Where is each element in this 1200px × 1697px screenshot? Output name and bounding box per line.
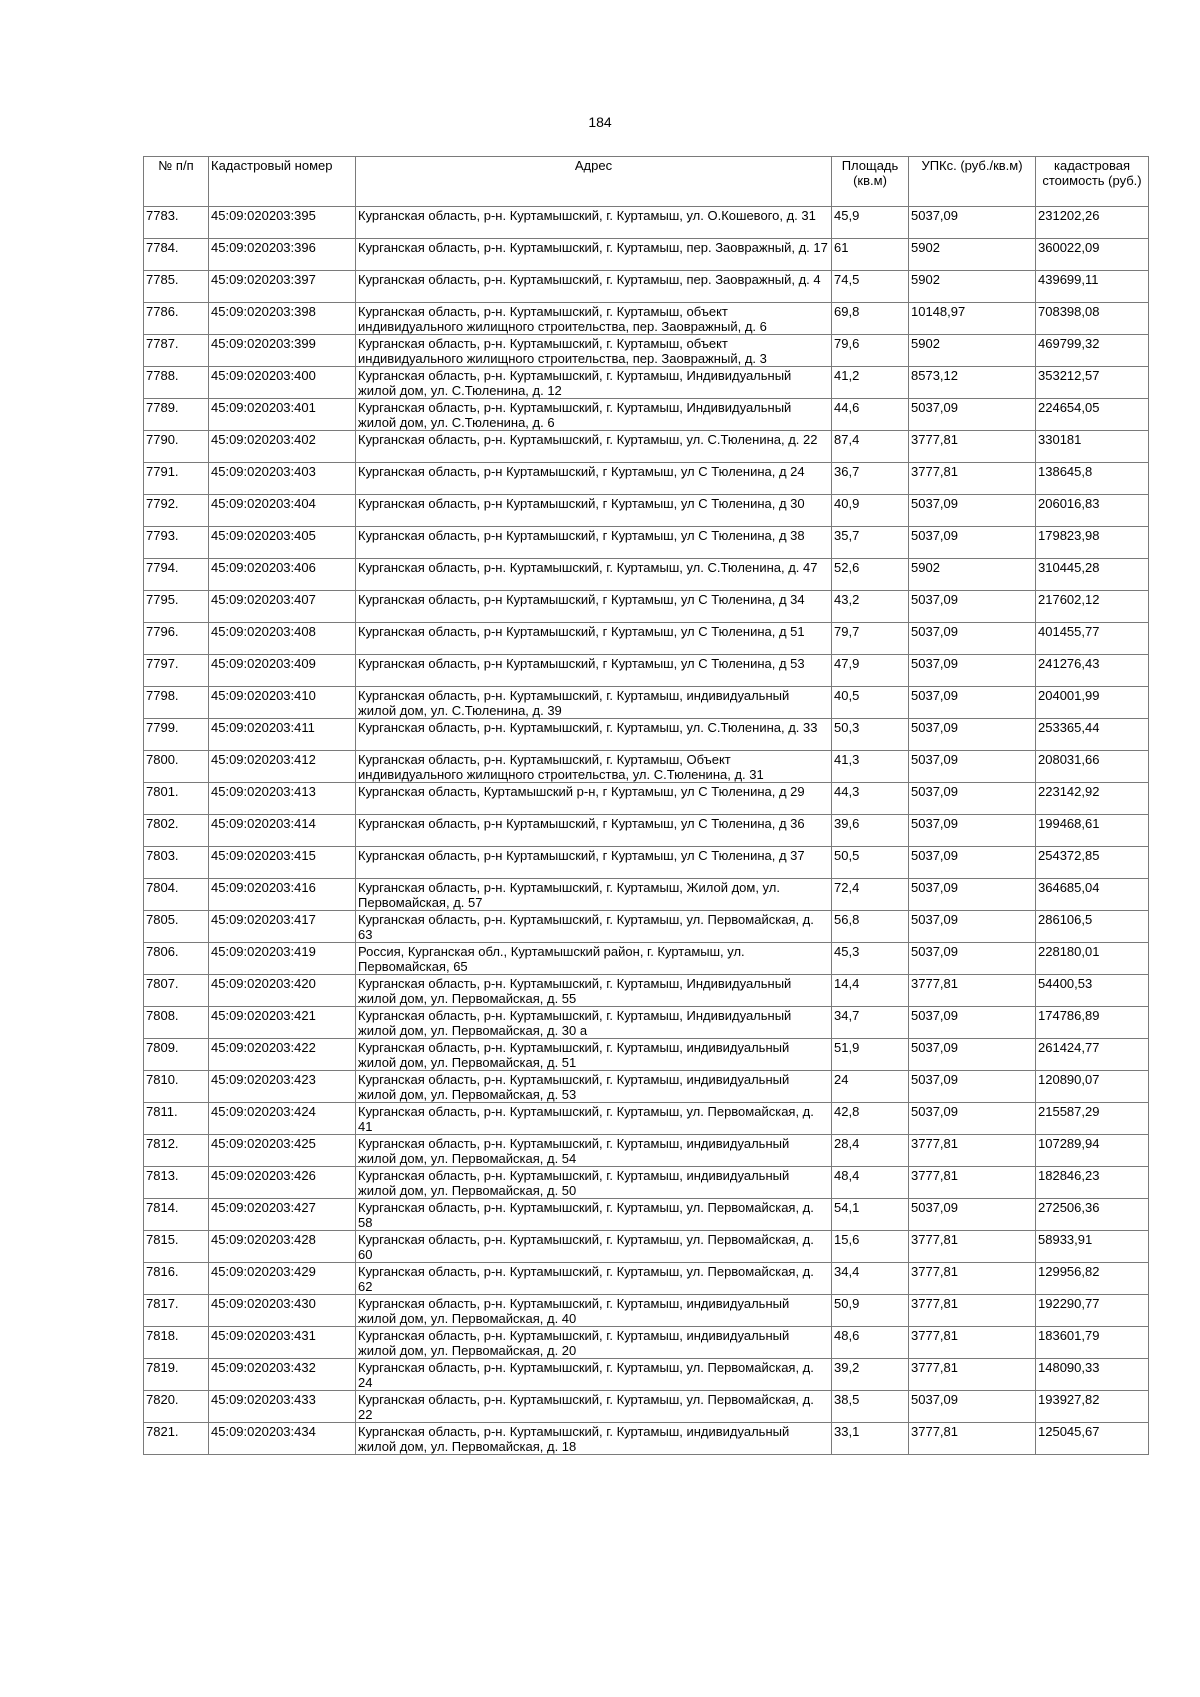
cell-upks: 8573,12 xyxy=(909,367,1036,399)
cell-upks: 5037,09 xyxy=(909,399,1036,431)
cell-upks: 5037,09 xyxy=(909,495,1036,527)
cell-cadastral-value: 193927,82 xyxy=(1036,1391,1149,1423)
cell-cadastral-value: 182846,23 xyxy=(1036,1167,1149,1199)
cell-area: 74,5 xyxy=(832,271,909,303)
cell-number: 7793. xyxy=(144,527,209,559)
cell-number: 7801. xyxy=(144,783,209,815)
cell-address: Курганская область, р-н. Куртамышский, г. Куртамыш, ул. Первомайская, д. 22 xyxy=(356,1391,832,1423)
cadastral-table xyxy=(143,156,1149,1455)
cell-upks: 3777,81 xyxy=(909,1359,1036,1391)
cell-upks: 3777,81 xyxy=(909,1423,1036,1455)
cell-cadastral-number: 45:09:020203:417 xyxy=(209,911,356,943)
cell-area: 40,9 xyxy=(832,495,909,527)
cell-cadastral-number: 45:09:020203:426 xyxy=(209,1167,356,1199)
cell-upks: 5037,09 xyxy=(909,591,1036,623)
cell-cadastral-number: 45:09:020203:406 xyxy=(209,559,356,591)
table-header-row xyxy=(144,157,1149,207)
table-row xyxy=(144,1167,1149,1199)
cell-cadastral-number: 45:09:020203:432 xyxy=(209,1359,356,1391)
cell-cadastral-value: 192290,77 xyxy=(1036,1295,1149,1327)
cell-cadastral-value: 261424,77 xyxy=(1036,1039,1149,1071)
table-row xyxy=(144,783,1149,815)
cell-area: 45,3 xyxy=(832,943,909,975)
cell-upks: 5037,09 xyxy=(909,879,1036,911)
cell-number: 7805. xyxy=(144,911,209,943)
cell-number: 7817. xyxy=(144,1295,209,1327)
cell-address: Курганская область, р-н. Куртамышский, г. Куртамыш, ул. О.Кошевого, д. 31 xyxy=(356,207,832,239)
cell-address: Курганская область, р-н Куртамышский, г Куртамыш, ул С Тюленина, д 37 xyxy=(356,847,832,879)
cell-upks: 5037,09 xyxy=(909,911,1036,943)
cell-upks: 3777,81 xyxy=(909,463,1036,495)
cell-upks: 5037,09 xyxy=(909,1391,1036,1423)
table-row xyxy=(144,1039,1149,1071)
table-row xyxy=(144,1103,1149,1135)
cell-cadastral-number: 45:09:020203:410 xyxy=(209,687,356,719)
cell-cadastral-value: 125045,67 xyxy=(1036,1423,1149,1455)
cell-cadastral-number: 45:09:020203:428 xyxy=(209,1231,356,1263)
cell-cadastral-number: 45:09:020203:424 xyxy=(209,1103,356,1135)
table-row xyxy=(144,879,1149,911)
cell-upks: 3777,81 xyxy=(909,1135,1036,1167)
cell-number: 7815. xyxy=(144,1231,209,1263)
cell-upks: 5902 xyxy=(909,271,1036,303)
table-row xyxy=(144,1263,1149,1295)
cell-cadastral-value: 138645,8 xyxy=(1036,463,1149,495)
cell-address: Курганская область, р-н. Куртамышский, г. Куртамыш, ул. Первомайская, д. 58 xyxy=(356,1199,832,1231)
cell-address: Курганская область, р-н. Куртамышский, г. Куртамыш, индивидуальный жилой дом, ул. Первомайская, д. 50 xyxy=(356,1167,832,1199)
table-row xyxy=(144,815,1149,847)
cell-cadastral-number: 45:09:020203:397 xyxy=(209,271,356,303)
cell-area: 54,1 xyxy=(832,1199,909,1231)
cell-upks: 5037,09 xyxy=(909,751,1036,783)
table-row xyxy=(144,1199,1149,1231)
cell-address: Курганская область, р-н. Куртамышский, г. Куртамыш, ул. Первомайская, д. 60 xyxy=(356,1231,832,1263)
cell-cadastral-value: 206016,83 xyxy=(1036,495,1149,527)
table-row xyxy=(144,239,1149,271)
cell-cadastral-number: 45:09:020203:420 xyxy=(209,975,356,1007)
cell-address: Курганская область, р-н. Куртамышский, г. Куртамыш, ул. Первомайская, д. 24 xyxy=(356,1359,832,1391)
cell-address: Курганская область, р-н. Куртамышский, г. Куртамыш, ул. С.Тюленина, д. 33 xyxy=(356,719,832,751)
cell-address: Курганская область, р-н. Куртамышский, г. Куртамыш, Индивидуальный жилой дом, ул. С.Тюленина, д. 12 xyxy=(356,367,832,399)
cell-cadastral-value: 253365,44 xyxy=(1036,719,1149,751)
table-row xyxy=(144,719,1149,751)
cell-number: 7812. xyxy=(144,1135,209,1167)
cell-address: Курганская область, р-н. Куртамышский, г. Куртамыш, индивидуальный жилой дом, ул. Первомайская, д. 18 xyxy=(356,1423,832,1455)
table-row xyxy=(144,1327,1149,1359)
cell-area: 52,6 xyxy=(832,559,909,591)
cell-number: 7797. xyxy=(144,655,209,687)
cell-address: Россия, Курганская обл., Куртамышский район, г. Куртамыш, ул. Первомайская, 65 xyxy=(356,943,832,975)
cell-area: 39,6 xyxy=(832,815,909,847)
cell-number: 7802. xyxy=(144,815,209,847)
cell-address: Курганская область, р-н. Куртамышский, г. Куртамыш, индивидуальный жилой дом, ул. Первомайская, д. 53 xyxy=(356,1071,832,1103)
cell-upks: 5037,09 xyxy=(909,527,1036,559)
cell-address: Курганская область, р-н. Куртамышский, г. Куртамыш, Индивидуальный жилой дом, ул. Первомайская, д. 30 а xyxy=(356,1007,832,1039)
cell-area: 56,8 xyxy=(832,911,909,943)
header-area: Площадь (кв.м) xyxy=(832,157,909,207)
cell-number: 7788. xyxy=(144,367,209,399)
cell-address: Курганская область, р-н. Куртамышский, г. Куртамыш, индивидуальный жилой дом, ул. Первомайская, д. 20 xyxy=(356,1327,832,1359)
cell-cadastral-value: 401455,77 xyxy=(1036,623,1149,655)
cell-address: Курганская область, р-н. Куртамышский, г. Куртамыш, Объект индивидуального жилищного строительства, ул. С.Тюленина, д. 31 xyxy=(356,751,832,783)
table-row xyxy=(144,335,1149,367)
cell-upks: 5037,09 xyxy=(909,943,1036,975)
cell-number: 7800. xyxy=(144,751,209,783)
table-row xyxy=(144,303,1149,335)
cell-cadastral-number: 45:09:020203:419 xyxy=(209,943,356,975)
header-address: Адрес xyxy=(356,157,832,207)
table-row xyxy=(144,847,1149,879)
cell-upks: 3777,81 xyxy=(909,975,1036,1007)
cell-cadastral-number: 45:09:020203:416 xyxy=(209,879,356,911)
cell-cadastral-number: 45:09:020203:412 xyxy=(209,751,356,783)
cell-area: 34,4 xyxy=(832,1263,909,1295)
cell-area: 50,9 xyxy=(832,1295,909,1327)
table-row xyxy=(144,399,1149,431)
cell-area: 47,9 xyxy=(832,655,909,687)
cell-number: 7795. xyxy=(144,591,209,623)
cell-cadastral-number: 45:09:020203:409 xyxy=(209,655,356,687)
table-row xyxy=(144,943,1149,975)
cell-address: Курганская область, р-н Куртамышский, г Куртамыш, ул С Тюленина, д 38 xyxy=(356,527,832,559)
cell-cadastral-number: 45:09:020203:423 xyxy=(209,1071,356,1103)
cell-upks: 3777,81 xyxy=(909,431,1036,463)
cell-address: Курганская область, р-н. Куртамышский, г. Куртамыш, ул. Первомайская, д. 62 xyxy=(356,1263,832,1295)
cell-cadastral-number: 45:09:020203:408 xyxy=(209,623,356,655)
cell-number: 7808. xyxy=(144,1007,209,1039)
cell-cadastral-number: 45:09:020203:404 xyxy=(209,495,356,527)
cell-area: 44,3 xyxy=(832,783,909,815)
cell-upks: 5902 xyxy=(909,335,1036,367)
cell-upks: 5037,09 xyxy=(909,1103,1036,1135)
cell-cadastral-number: 45:09:020203:413 xyxy=(209,783,356,815)
cell-address: Курганская область, р-н Куртамышский, г Куртамыш, ул С Тюленина, д 24 xyxy=(356,463,832,495)
cell-cadastral-value: 272506,36 xyxy=(1036,1199,1149,1231)
cell-area: 15,6 xyxy=(832,1231,909,1263)
cell-number: 7804. xyxy=(144,879,209,911)
table-row xyxy=(144,495,1149,527)
table-row xyxy=(144,1359,1149,1391)
cell-cadastral-number: 45:09:020203:427 xyxy=(209,1199,356,1231)
cell-cadastral-value: 120890,07 xyxy=(1036,1071,1149,1103)
cell-number: 7789. xyxy=(144,399,209,431)
cell-upks: 5037,09 xyxy=(909,719,1036,751)
page-number: 184 xyxy=(588,114,612,130)
cell-cadastral-number: 45:09:020203:433 xyxy=(209,1391,356,1423)
cell-upks: 5037,09 xyxy=(909,815,1036,847)
cell-address: Курганская область, р-н Куртамышский, г Куртамыш, ул С Тюленина, д 53 xyxy=(356,655,832,687)
cell-area: 35,7 xyxy=(832,527,909,559)
cell-cadastral-number: 45:09:020203:411 xyxy=(209,719,356,751)
cell-number: 7818. xyxy=(144,1327,209,1359)
table-row xyxy=(144,1295,1149,1327)
table-row xyxy=(144,367,1149,399)
cell-cadastral-value: 708398,08 xyxy=(1036,303,1149,335)
cell-number: 7784. xyxy=(144,239,209,271)
cell-cadastral-value: 241276,43 xyxy=(1036,655,1149,687)
cell-area: 40,5 xyxy=(832,687,909,719)
cell-upks: 5037,09 xyxy=(909,623,1036,655)
cell-area: 45,9 xyxy=(832,207,909,239)
cell-cadastral-number: 45:09:020203:415 xyxy=(209,847,356,879)
cell-area: 34,7 xyxy=(832,1007,909,1039)
cell-cadastral-value: 353212,57 xyxy=(1036,367,1149,399)
cell-area: 41,2 xyxy=(832,367,909,399)
cell-number: 7821. xyxy=(144,1423,209,1455)
cell-upks: 5037,09 xyxy=(909,1071,1036,1103)
table-row xyxy=(144,1423,1149,1455)
cell-number: 7806. xyxy=(144,943,209,975)
cell-area: 79,7 xyxy=(832,623,909,655)
cell-cadastral-number: 45:09:020203:396 xyxy=(209,239,356,271)
cell-cadastral-value: 199468,61 xyxy=(1036,815,1149,847)
cell-cadastral-value: 174786,89 xyxy=(1036,1007,1149,1039)
cell-number: 7792. xyxy=(144,495,209,527)
header-number: № п/п xyxy=(144,157,209,207)
cell-cadastral-number: 45:09:020203:421 xyxy=(209,1007,356,1039)
cell-area: 69,8 xyxy=(832,303,909,335)
table-row xyxy=(144,1007,1149,1039)
cell-upks: 3777,81 xyxy=(909,1231,1036,1263)
cell-address: Курганская область, р-н. Куртамышский, г. Куртамыш, ул. С.Тюленина, д. 22 xyxy=(356,431,832,463)
table-row xyxy=(144,1231,1149,1263)
table-body xyxy=(144,207,1149,1455)
cell-upks: 5037,09 xyxy=(909,1039,1036,1071)
cell-cadastral-value: 148090,33 xyxy=(1036,1359,1149,1391)
cell-area: 28,4 xyxy=(832,1135,909,1167)
table-row xyxy=(144,687,1149,719)
cell-area: 50,5 xyxy=(832,847,909,879)
cell-cadastral-value: 217602,12 xyxy=(1036,591,1149,623)
cell-cadastral-value: 330181 xyxy=(1036,431,1149,463)
cell-cadastral-value: 107289,94 xyxy=(1036,1135,1149,1167)
cell-cadastral-number: 45:09:020203:405 xyxy=(209,527,356,559)
cell-cadastral-value: 231202,26 xyxy=(1036,207,1149,239)
cell-cadastral-value: 54400,53 xyxy=(1036,975,1149,1007)
cell-area: 44,6 xyxy=(832,399,909,431)
cell-upks: 5037,09 xyxy=(909,1199,1036,1231)
cell-area: 41,3 xyxy=(832,751,909,783)
cell-area: 42,8 xyxy=(832,1103,909,1135)
cell-area: 61 xyxy=(832,239,909,271)
cell-area: 72,4 xyxy=(832,879,909,911)
cell-upks: 5037,09 xyxy=(909,783,1036,815)
cell-cadastral-value: 469799,32 xyxy=(1036,335,1149,367)
cell-cadastral-number: 45:09:020203:429 xyxy=(209,1263,356,1295)
cell-number: 7807. xyxy=(144,975,209,1007)
table-row xyxy=(144,527,1149,559)
table-row xyxy=(144,207,1149,239)
cell-upks: 5037,09 xyxy=(909,1007,1036,1039)
cell-cadastral-number: 45:09:020203:399 xyxy=(209,335,356,367)
cell-cadastral-number: 45:09:020203:422 xyxy=(209,1039,356,1071)
cell-address: Курганская область, р-н. Куртамышский, г. Куртамыш, пер. Заовражный, д. 4 xyxy=(356,271,832,303)
cell-area: 43,2 xyxy=(832,591,909,623)
cell-area: 39,2 xyxy=(832,1359,909,1391)
table-row xyxy=(144,591,1149,623)
cell-cadastral-number: 45:09:020203:395 xyxy=(209,207,356,239)
cell-upks: 3777,81 xyxy=(909,1327,1036,1359)
table-row xyxy=(144,751,1149,783)
cell-upks: 10148,97 xyxy=(909,303,1036,335)
cell-upks: 5902 xyxy=(909,239,1036,271)
cell-cadastral-number: 45:09:020203:430 xyxy=(209,1295,356,1327)
cell-cadastral-value: 183601,79 xyxy=(1036,1327,1149,1359)
cell-number: 7794. xyxy=(144,559,209,591)
table-row xyxy=(144,1135,1149,1167)
table-row xyxy=(144,431,1149,463)
cell-number: 7816. xyxy=(144,1263,209,1295)
cell-number: 7803. xyxy=(144,847,209,879)
cell-number: 7819. xyxy=(144,1359,209,1391)
table-row xyxy=(144,271,1149,303)
cell-cadastral-value: 215587,29 xyxy=(1036,1103,1149,1135)
cell-cadastral-number: 45:09:020203:431 xyxy=(209,1327,356,1359)
cell-area: 87,4 xyxy=(832,431,909,463)
header-cadastral-number: Кадастровый номер xyxy=(209,157,356,207)
cell-cadastral-number: 45:09:020203:407 xyxy=(209,591,356,623)
cell-address: Курганская область, р-н. Куртамышский, г. Куртамыш, индивидуальный жилой дом, ул. Первомайская, д. 40 xyxy=(356,1295,832,1327)
cell-cadastral-value: 360022,09 xyxy=(1036,239,1149,271)
cell-number: 7783. xyxy=(144,207,209,239)
cell-cadastral-number: 45:09:020203:434 xyxy=(209,1423,356,1455)
cell-cadastral-value: 208031,66 xyxy=(1036,751,1149,783)
cell-address: Курганская область, р-н Куртамышский, г Куртамыш, ул С Тюленина, д 30 xyxy=(356,495,832,527)
cell-upks: 5037,09 xyxy=(909,687,1036,719)
cell-number: 7820. xyxy=(144,1391,209,1423)
cell-cadastral-number: 45:09:020203:402 xyxy=(209,431,356,463)
cell-cadastral-number: 45:09:020203:403 xyxy=(209,463,356,495)
cell-upks: 5037,09 xyxy=(909,655,1036,687)
table-row xyxy=(144,559,1149,591)
cell-cadastral-value: 228180,01 xyxy=(1036,943,1149,975)
cell-cadastral-number: 45:09:020203:398 xyxy=(209,303,356,335)
cell-cadastral-value: 254372,85 xyxy=(1036,847,1149,879)
cell-number: 7799. xyxy=(144,719,209,751)
cell-address: Курганская область, р-н. Куртамышский, г. Куртамыш, индивидуальный жилой дом, ул. Первомайская, д. 51 xyxy=(356,1039,832,1071)
cell-area: 38,5 xyxy=(832,1391,909,1423)
cell-address: Курганская область, р-н. Куртамышский, г. Куртамыш, индивидуальный жилой дом, ул. С.Тюленина, д. 39 xyxy=(356,687,832,719)
table-row xyxy=(144,975,1149,1007)
cell-address: Курганская область, Куртамышский р-н, г Куртамыш, ул С Тюленина, д 29 xyxy=(356,783,832,815)
cell-number: 7786. xyxy=(144,303,209,335)
cell-address: Курганская область, р-н Куртамышский, г Куртамыш, ул С Тюленина, д 36 xyxy=(356,815,832,847)
cell-upks: 3777,81 xyxy=(909,1167,1036,1199)
cell-number: 7787. xyxy=(144,335,209,367)
cell-number: 7798. xyxy=(144,687,209,719)
cell-cadastral-value: 204001,99 xyxy=(1036,687,1149,719)
cell-address: Курганская область, р-н. Куртамышский, г. Куртамыш, индивидуальный жилой дом, ул. Первомайская, д. 54 xyxy=(356,1135,832,1167)
cell-address: Курганская область, р-н. Куртамышский, г. Куртамыш, пер. Заовражный, д. 17 xyxy=(356,239,832,271)
cell-cadastral-number: 45:09:020203:400 xyxy=(209,367,356,399)
cell-upks: 3777,81 xyxy=(909,1263,1036,1295)
cell-address: Курганская область, р-н. Куртамышский, г. Куртамыш, ул. С.Тюленина, д. 47 xyxy=(356,559,832,591)
table-row xyxy=(144,1391,1149,1423)
table-row xyxy=(144,911,1149,943)
cell-upks: 5037,09 xyxy=(909,847,1036,879)
cell-cadastral-value: 224654,05 xyxy=(1036,399,1149,431)
cell-address: Курганская область, р-н. Куртамышский, г. Куртамыш, Жилой дом, ул. Первомайская, д. 57 xyxy=(356,879,832,911)
cell-area: 36,7 xyxy=(832,463,909,495)
table-row xyxy=(144,1071,1149,1103)
cell-number: 7810. xyxy=(144,1071,209,1103)
cell-cadastral-value: 364685,04 xyxy=(1036,879,1149,911)
cell-upks: 5037,09 xyxy=(909,207,1036,239)
cell-address: Курганская область, р-н. Куртамышский, г. Куртамыш, Индивидуальный жилой дом, ул. С.Тюленина, д. 6 xyxy=(356,399,832,431)
cell-address: Курганская область, р-н. Куртамышский, г. Куртамыш, объект индивидуального жилищного строительства, пер. Заовражный, д. 3 xyxy=(356,335,832,367)
cell-area: 24 xyxy=(832,1071,909,1103)
cell-cadastral-number: 45:09:020203:401 xyxy=(209,399,356,431)
cell-area: 51,9 xyxy=(832,1039,909,1071)
cell-cadastral-value: 129956,82 xyxy=(1036,1263,1149,1295)
cell-address: Курганская область, р-н. Куртамышский, г. Куртамыш, ул. Первомайская, д. 63 xyxy=(356,911,832,943)
table-row xyxy=(144,463,1149,495)
cell-address: Курганская область, р-н. Куртамышский, г. Куртамыш, ул. Первомайская, д. 41 xyxy=(356,1103,832,1135)
cell-cadastral-value: 286106,5 xyxy=(1036,911,1149,943)
cell-address: Курганская область, р-н Куртамышский, г Куртамыш, ул С Тюленина, д 34 xyxy=(356,591,832,623)
cell-cadastral-value: 58933,91 xyxy=(1036,1231,1149,1263)
cell-area: 33,1 xyxy=(832,1423,909,1455)
cell-number: 7791. xyxy=(144,463,209,495)
cell-number: 7811. xyxy=(144,1103,209,1135)
cell-area: 50,3 xyxy=(832,719,909,751)
cell-upks: 5902 xyxy=(909,559,1036,591)
header-upks: УПКс. (руб./кв.м) xyxy=(909,157,1036,207)
cell-area: 48,6 xyxy=(832,1327,909,1359)
cell-number: 7796. xyxy=(144,623,209,655)
cell-cadastral-value: 439699,11 xyxy=(1036,271,1149,303)
header-cadastral-value: кадастровая стоимость (руб.) xyxy=(1036,157,1149,207)
cell-cadastral-value: 179823,98 xyxy=(1036,527,1149,559)
cell-area: 79,6 xyxy=(832,335,909,367)
cell-number: 7785. xyxy=(144,271,209,303)
cell-address: Курганская область, р-н Куртамышский, г Куртамыш, ул С Тюленина, д 51 xyxy=(356,623,832,655)
cell-cadastral-number: 45:09:020203:425 xyxy=(209,1135,356,1167)
cell-cadastral-value: 223142,92 xyxy=(1036,783,1149,815)
cell-area: 48,4 xyxy=(832,1167,909,1199)
table-row xyxy=(144,623,1149,655)
cell-number: 7813. xyxy=(144,1167,209,1199)
cell-cadastral-value: 310445,28 xyxy=(1036,559,1149,591)
cell-upks: 3777,81 xyxy=(909,1295,1036,1327)
cell-cadastral-number: 45:09:020203:414 xyxy=(209,815,356,847)
cell-area: 14,4 xyxy=(832,975,909,1007)
cell-number: 7814. xyxy=(144,1199,209,1231)
cell-number: 7809. xyxy=(144,1039,209,1071)
cell-number: 7790. xyxy=(144,431,209,463)
cell-address: Курганская область, р-н. Куртамышский, г. Куртамыш, Индивидуальный жилой дом, ул. Первомайская, д. 55 xyxy=(356,975,832,1007)
table-row xyxy=(144,655,1149,687)
cell-address: Курганская область, р-н. Куртамышский, г. Куртамыш, объект индивидуального жилищного строительства, пер. Заовражный, д. 6 xyxy=(356,303,832,335)
